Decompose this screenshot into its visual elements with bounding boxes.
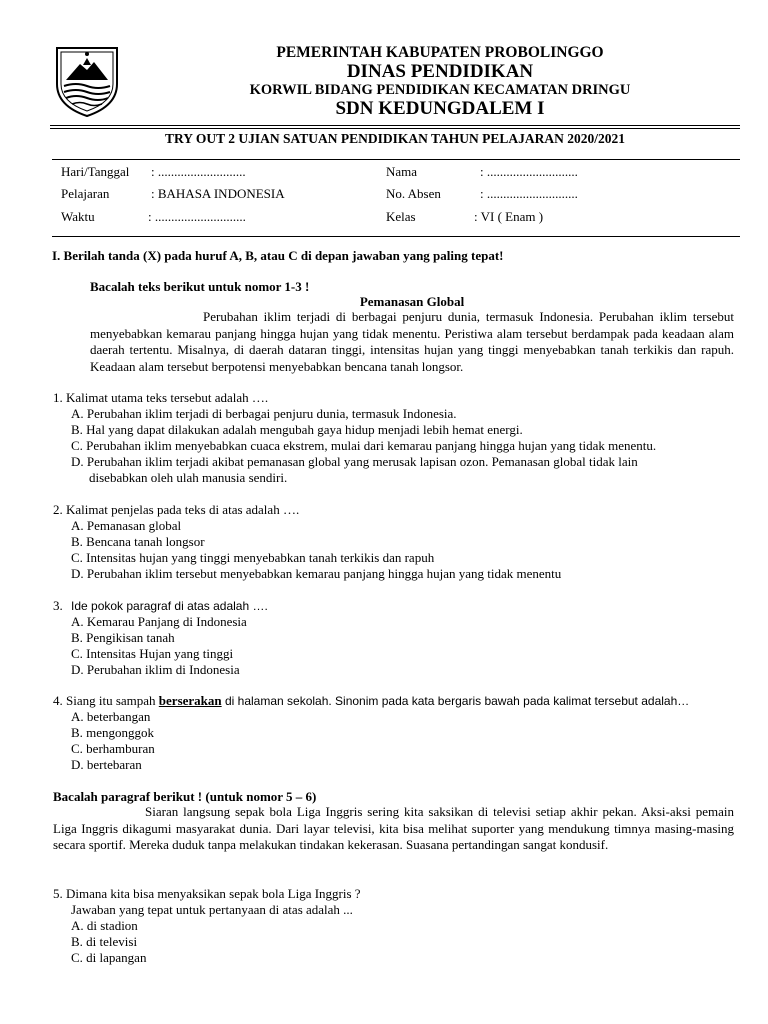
text1-intro: Bacalah teks berikut untuk nomor 1-3 ! — [90, 279, 310, 294]
q5-option-a[interactable]: A. di stadion — [71, 918, 138, 933]
q2-option-d[interactable]: D. Perubahan iklim tersebut menyebabkan kemarau panjang hingga hujan yang tidak menentu — [71, 566, 562, 581]
q4-stem-pre: 4. Siang itu sampah — [53, 693, 159, 708]
q3-option-d[interactable]: D. Perubahan iklim di Indonesia — [71, 662, 240, 677]
government-name: PEMERINTAH KABUPATEN PROBOLINGGO — [276, 44, 604, 61]
q5-option-c[interactable]: C. di lapangan — [71, 950, 147, 965]
pelajaran-value: : BAHASA INDONESIA — [151, 186, 285, 201]
exam-title: TRY OUT 2 UJIAN SATUAN PENDIDIKAN TAHUN PELAJARAN 2020/2021 — [164, 131, 626, 146]
info-top-border — [52, 159, 740, 160]
absen-field[interactable]: : ............................ — [480, 186, 578, 201]
waktu-label: Waktu — [61, 209, 95, 224]
hari-label: Hari/Tanggal — [61, 164, 130, 179]
info-bottom-border — [52, 236, 740, 237]
q5-option-b[interactable]: B. di televisi — [71, 934, 138, 949]
waktu-field[interactable]: : ............................ — [148, 209, 246, 224]
nama-label: Nama — [386, 164, 418, 179]
q1-option-b[interactable]: B. Hal yang dapat dilakukan adalah mengubah gaya hidup menjadi lebih hemat energi. — [71, 422, 523, 437]
q4-option-d[interactable]: D. bertebaran — [71, 757, 142, 772]
q4-stem — [53, 693, 689, 709]
q1-option-d[interactable]: D. Perubahan iklim terjadi akibat pemanasan global yang merusak lapisan ozon. Pemanasan global tidak lain — [71, 454, 638, 469]
q1-option-a[interactable]: A. Perubahan iklim terjadi di berbagai penjuru dunia, termasuk Indonesia. — [71, 406, 457, 421]
q2-stem: 2. Kalimat penjelas pada teks di atas adalah …. — [53, 502, 300, 517]
q3-option-c[interactable]: C. Intensitas Hujan yang tinggi — [71, 646, 234, 661]
text2-body: Siaran langsung sepak bola Liga Inggris sering kita saksikan di televisi setiap akhir pekan. Aksi-aksi pemain Liga Inggris dikagumi masyarakat dunia. Dari layar televisi, kita bisa melihat suporter yang mendukung timnya masing-masing secara sportif. Mereka duduk tanpa melakukan tindakan kekerasan. Suasana pertandingan sangat kondusif. — [53, 804, 734, 852]
q3-number: 3. — [53, 598, 63, 613]
header-divider-thin — [50, 128, 740, 129]
absen-label: No. Absen — [386, 186, 441, 201]
department-name: DINAS PENDIDIKAN — [346, 61, 534, 82]
nama-field[interactable]: : ............................ — [480, 164, 578, 179]
section-instruction: I. Berilah tanda (X) pada huruf A, B, atau C di depan jawaban yang paling tepat! — [52, 248, 504, 263]
q4-underlined-word: berserakan — [158, 693, 222, 708]
q1-option-c[interactable]: C. Perubahan iklim menyebabkan cuaca ekstrem, mulai dari kemarau panjang hingga hujan yang tidak menentu. — [71, 438, 657, 453]
q2-option-a[interactable]: A. Pemanasan global — [71, 518, 182, 533]
pelajaran-label: Pelajaran — [61, 186, 110, 201]
hari-field[interactable]: : ........................... — [151, 164, 246, 179]
q1-stem: 1. Kalimat utama teks tersebut adalah …. — [53, 390, 269, 405]
q3-option-a[interactable]: A. Kemarau Panjang di Indonesia — [71, 614, 247, 629]
kelas-value: : VI ( Enam ) — [474, 209, 544, 224]
text1-body: Perubahan iklim terjadi di berbagai penjuru dunia, termasuk Indonesia. Perubahan iklim tersebut menyebabkan kemarau panjang hingga hujan yang tidak menentu. Peristiwa alam tersebut berdampak pada keadaan alam daerah tertentu. Misalnya, di daerah dataran tinggi, intensitas hujan yang tinggi menyebabkan tanah terkikis dan rapuh. Keadaan alam tersebut berpotensi menyebabkan bencana tanah longsor. — [90, 309, 734, 374]
q5-stem: 5. Dimana kita bisa menyaksikan sepak bola Liga Inggris ? — [53, 886, 361, 901]
kelas-label: Kelas — [386, 209, 416, 224]
q5-stem-cont: Jawaban yang tepat untuk pertanyaan di atas adalah ... — [71, 902, 353, 917]
regency-emblem-icon — [52, 44, 122, 118]
q4-stem-post: di halaman sekolah. Sinonim pada kata bergaris bawah pada kalimat tersebut adalah… — [221, 694, 690, 708]
header-divider — [50, 125, 740, 126]
q4-option-a[interactable]: A. beterbangan — [71, 709, 151, 724]
q3-option-b[interactable]: B. Pengikisan tanah — [71, 630, 175, 645]
q2-option-c[interactable]: C. Intensitas hujan yang tinggi menyebabkan tanah terkikis dan rapuh — [71, 550, 435, 565]
q1-option-d-cont: disebabkan oleh ulah manusia sendiri. — [89, 470, 288, 485]
korwil-name: KORWIL BIDANG PENDIDIKAN KECAMATAN DRINGU — [249, 82, 631, 98]
q2-option-b[interactable]: B. Bencana tanah longsor — [71, 534, 205, 549]
q4-option-b[interactable]: B. mengonggok — [71, 725, 155, 740]
school-name: SDN KEDUNGDALEM I — [335, 98, 545, 119]
q4-option-c[interactable]: C. berhamburan — [71, 741, 155, 756]
q3-stem: Ide pokok paragraf di atas adalah …. — [71, 599, 268, 613]
text2-intro: Bacalah paragraf berikut ! (untuk nomor 5 – 6) — [53, 789, 317, 804]
text1-title: Pemanasan Global — [359, 294, 465, 309]
